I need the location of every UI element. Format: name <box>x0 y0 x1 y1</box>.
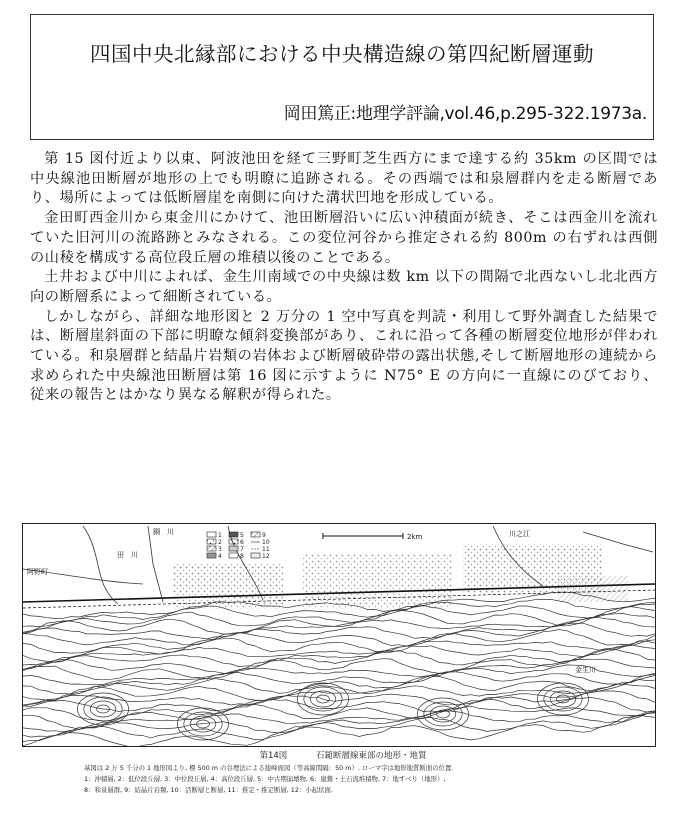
map-label-river-south: 金生川 <box>575 666 596 674</box>
figure-note: 1：沖積層, 2：低位段丘層, 3：中位段丘層, 4：高位段丘層, 5：中古期崩壊物, 6：崖錐・土石流堆積物, 7：地すべり（地形）, <box>84 775 446 783</box>
title-box <box>30 14 654 140</box>
legend-number: 5 <box>240 532 244 539</box>
figure-note: 基図は 2 万 5 千分の 1 地形図より, 標 500 m の谷埋法による接峰面図（等高線間隔：50 m）. ローマ字は地形地質断面の位置. <box>84 764 454 772</box>
document-title: 四国中央北縁部における中央構造線の第四紀断層運動 <box>90 42 594 66</box>
paragraph: 土井および中川によれば、金生川南域での中央線は数 km 以下の間隔で北西ないし北北西方向の断層系によって細断されている。 <box>30 269 658 305</box>
legend-number: 12 <box>262 553 270 560</box>
figure-caption <box>0 749 686 761</box>
map-label-place-mid: 田 川 <box>117 551 138 559</box>
figure-notes <box>84 763 604 796</box>
scale-bar <box>323 533 403 539</box>
contour-line <box>23 645 655 674</box>
legend-number: 6 <box>240 539 244 546</box>
legend-number: 8 <box>240 553 244 560</box>
map-label-river: 銅 川 <box>153 528 174 536</box>
hill-contour <box>544 687 582 711</box>
legend <box>207 532 270 560</box>
contour-line <box>23 641 655 669</box>
paragraph: しかしながら、詳細な地形図と 2 万分の 1 空中写真を判読・利用して野外調査した結果では、断層崖斜面の下部に明瞭な傾斜変換部があり、これに沿って各種の断層変位地形が伴われている。和泉層群と結晶片岩類の岩体および断層破砕帯の露出状態,そして断層地形の連続から求められた中央線池田断層は第 16 図に示すように N75° E の方向に一直線にのびており、従来の報告とはかなり異なる解釈が得られた。 <box>30 308 658 404</box>
legend-number: 7 <box>240 546 244 553</box>
contour-line <box>23 659 655 685</box>
contour-line <box>23 665 655 694</box>
citation: 岡田篤正:地理学評論,vol.46,p.295-322.1973a. <box>283 104 647 124</box>
contour-line <box>23 649 655 680</box>
body-text <box>30 150 658 406</box>
paragraph: 金田町西金川から東金川にかけて、池田断層沿いに広い沖積面が続き、そこは西金川を流れていた旧河川の流路跡とみなされる。この変位河谷から推定される約 800m の右ずれは西側の山稜を構成する高位段丘層の堆積以後のことである。 <box>30 210 658 266</box>
contour-line <box>23 623 655 653</box>
legend-number: 2 <box>218 539 222 546</box>
figure-title: 石鎚断層線東部の地形・地質 <box>316 751 427 761</box>
legend-number: 3 <box>218 546 222 553</box>
figure-note: 8：和泉層群, 9：結晶片岩類, 10：活断層と断層, 11：推定・推定断層, 12：小起状面. <box>84 786 333 794</box>
legend-number: 4 <box>218 553 222 560</box>
legend-number: 9 <box>262 532 266 539</box>
legend-number: 1 <box>218 532 222 539</box>
figure-number: 第14図 <box>259 751 288 761</box>
hill-contour <box>184 712 222 736</box>
scale-label: 2km <box>407 533 423 541</box>
contour-lines <box>23 592 655 746</box>
hill-contour <box>537 683 588 715</box>
hill-contour <box>177 708 228 740</box>
paragraph: 第 15 図付近より以東、阿波池田を経て三野町芝生西方にまで達する約 35km の区間では中央線池田断層が地形の上でも明瞭に追跡される。その西端では和泉層群内を走る断層であり、場所によっては低断層崖を南側に向けた溝状凹地を形成している。 <box>30 151 658 207</box>
contour-line <box>23 640 655 665</box>
map-label-place-right: 川之江 <box>509 530 530 538</box>
hill-contour <box>417 698 468 730</box>
topographic-map-figure <box>22 523 656 747</box>
plain-dots-mid <box>303 554 453 609</box>
contour-line <box>23 684 655 711</box>
fan-hatch <box>558 576 628 602</box>
contour-line <box>23 706 655 732</box>
map-drawing <box>23 524 655 746</box>
legend-number: 11 <box>262 546 270 553</box>
map-label-place-left: 阿野町 <box>27 568 48 576</box>
legend-number: 10 <box>262 539 270 546</box>
